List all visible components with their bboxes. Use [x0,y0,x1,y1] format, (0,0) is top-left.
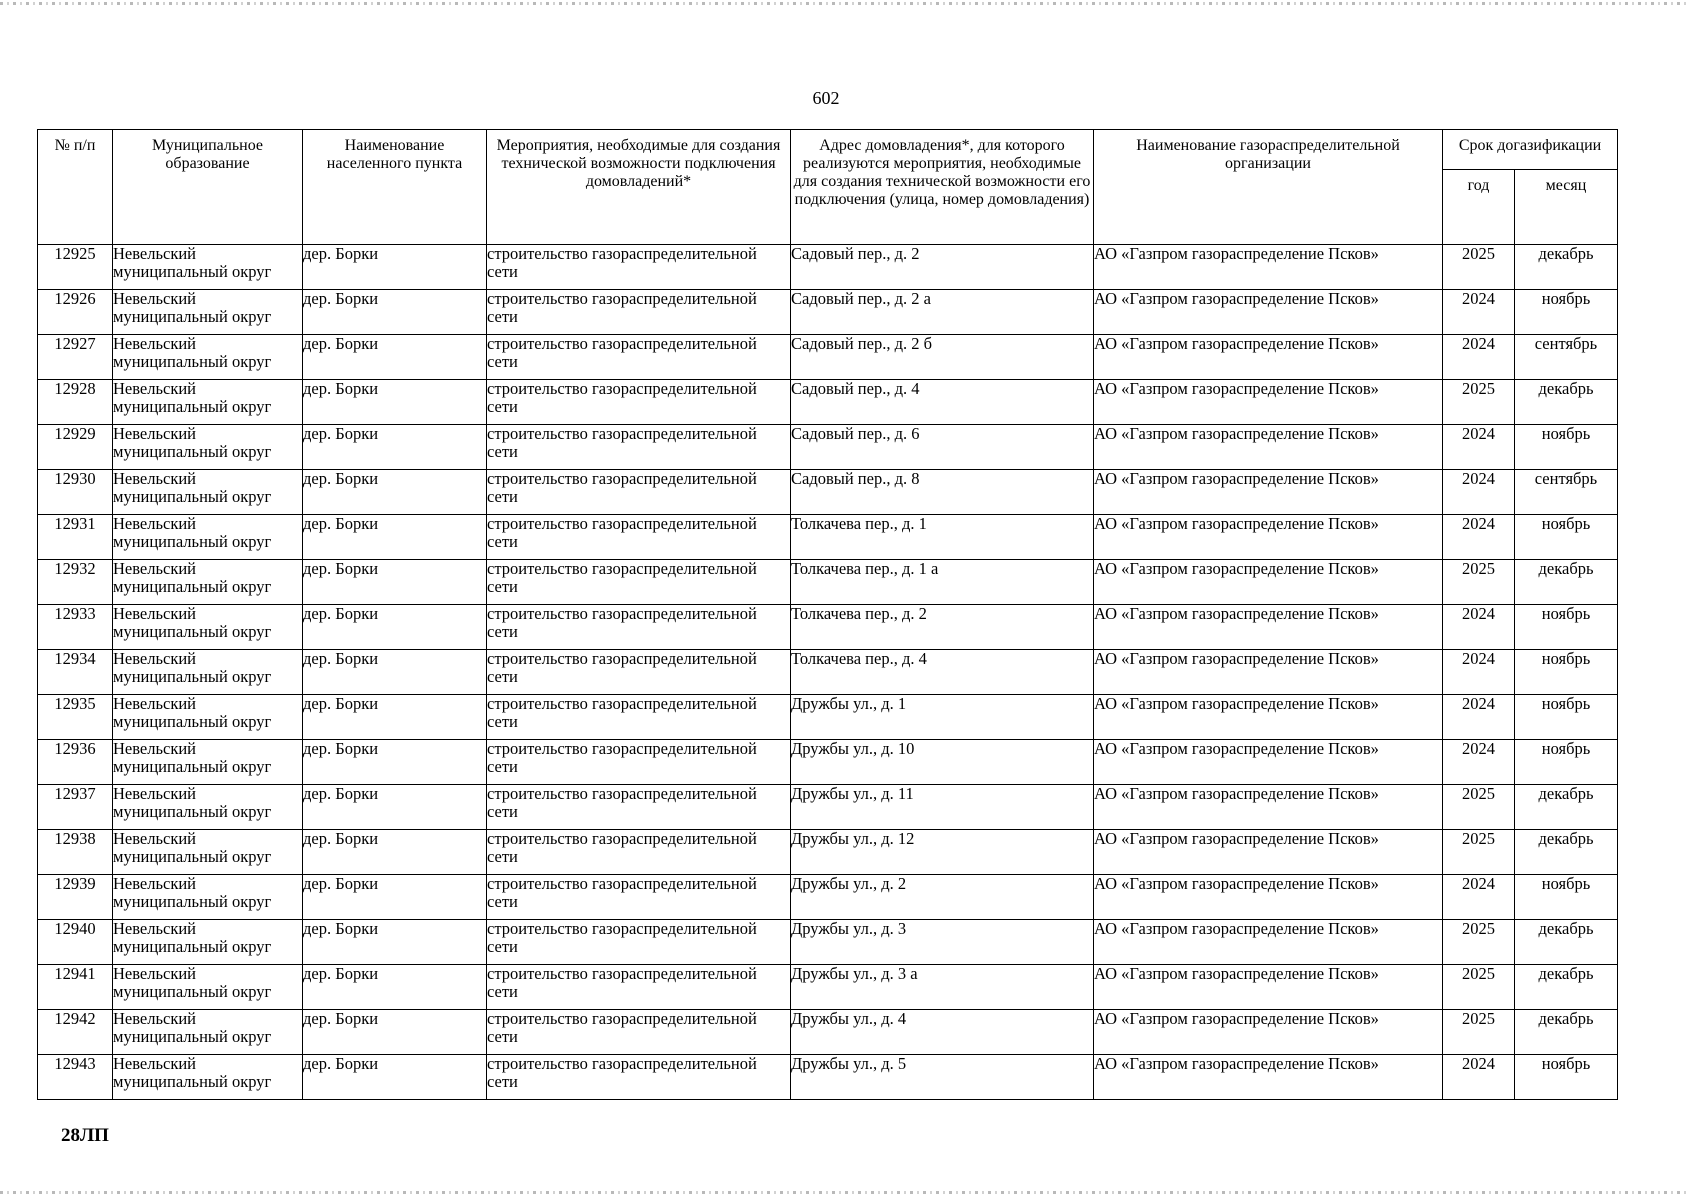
cell-year: 2025 [1443,245,1515,290]
cell-measures: строительство газораспределительной сети [487,965,791,1010]
table-row [38,875,1618,920]
cell-measures: строительство газораспределительной сети [487,920,791,965]
cell-measures: строительство газораспределительной сети [487,740,791,785]
cell-measures: строительство газораспределительной сети [487,1010,791,1055]
cell-year: 2024 [1443,695,1515,740]
cell-municipality: Невельский муниципальный округ [113,875,303,920]
cell-organization: АО «Газпром газораспределение Псков» [1094,470,1443,515]
cell-organization: АО «Газпром газораспределение Псков» [1094,650,1443,695]
cell-organization: АО «Газпром газораспределение Псков» [1094,1010,1443,1055]
table-row [38,785,1618,830]
cell-organization: АО «Газпром газораспределение Псков» [1094,425,1443,470]
cell-no: 12936 [38,740,113,785]
cell-measures: строительство газораспределительной сети [487,515,791,560]
cell-municipality: Невельский муниципальный округ [113,965,303,1010]
cell-address: Дружбы ул., д. 2 [791,875,1094,920]
cell-municipality: Невельский муниципальный округ [113,695,303,740]
cell-locality: дер. Борки [303,380,487,425]
header-address: Адрес домовладения*, для которого реализуются мероприятия, необходимые для создания технической возможности его подключения (улица, номер домовладения) [791,130,1094,245]
cell-municipality: Невельский муниципальный округ [113,290,303,335]
cell-locality: дер. Борки [303,1010,487,1055]
table-row [38,470,1618,515]
table-row [38,425,1618,470]
cell-year: 2024 [1443,740,1515,785]
cell-address: Садовый пер., д. 6 [791,425,1094,470]
cell-measures: строительство газораспределительной сети [487,335,791,380]
cell-month: сентябрь [1515,335,1618,380]
cell-address: Дружбы ул., д. 3 а [791,965,1094,1010]
cell-month: декабрь [1515,560,1618,605]
cell-year: 2025 [1443,920,1515,965]
page-number: 602 [812,88,840,108]
header-month: месяц [1515,170,1618,245]
table-row [38,560,1618,605]
cell-organization: АО «Газпром газораспределение Псков» [1094,785,1443,830]
table-row [38,920,1618,965]
cell-no: 12931 [38,515,113,560]
cell-locality: дер. Борки [303,740,487,785]
header-year: год [1443,170,1515,245]
cell-address: Садовый пер., д. 8 [791,470,1094,515]
cell-no: 12939 [38,875,113,920]
cell-month: ноябрь [1515,605,1618,650]
cell-municipality: Невельский муниципальный округ [113,785,303,830]
cell-no: 12934 [38,650,113,695]
table-row [38,290,1618,335]
table-row [38,380,1618,425]
cell-locality: дер. Борки [303,1055,487,1100]
cell-month: декабрь [1515,920,1618,965]
cell-locality: дер. Борки [303,695,487,740]
cell-no: 12928 [38,380,113,425]
cell-locality: дер. Борки [303,875,487,920]
cell-month: ноябрь [1515,1055,1618,1100]
table-row [38,740,1618,785]
cell-locality: дер. Борки [303,965,487,1010]
cell-organization: АО «Газпром газораспределение Псков» [1094,290,1443,335]
cell-measures: строительство газораспределительной сети [487,290,791,335]
cell-address: Садовый пер., д. 2 [791,245,1094,290]
cell-measures: строительство газораспределительной сети [487,245,791,290]
cell-municipality: Невельский муниципальный округ [113,740,303,785]
cell-month: декабрь [1515,245,1618,290]
cell-organization: АО «Газпром газораспределение Псков» [1094,740,1443,785]
cell-year: 2024 [1443,515,1515,560]
cell-locality: дер. Борки [303,830,487,875]
cell-address: Садовый пер., д. 2 б [791,335,1094,380]
cell-organization: АО «Газпром газораспределение Псков» [1094,695,1443,740]
cell-no: 12942 [38,1010,113,1055]
table-row [38,335,1618,380]
cell-year: 2025 [1443,785,1515,830]
cell-address: Дружбы ул., д. 4 [791,1010,1094,1055]
cell-municipality: Невельский муниципальный округ [113,920,303,965]
cell-municipality: Невельский муниципальный округ [113,470,303,515]
cell-measures: строительство газораспределительной сети [487,650,791,695]
cell-municipality: Невельский муниципальный округ [113,335,303,380]
cell-year: 2024 [1443,470,1515,515]
cell-locality: дер. Борки [303,245,487,290]
cell-address: Толкачева пер., д. 2 [791,605,1094,650]
cell-locality: дер. Борки [303,335,487,380]
cell-organization: АО «Газпром газораспределение Псков» [1094,515,1443,560]
cell-year: 2024 [1443,650,1515,695]
cell-address: Дружбы ул., д. 10 [791,740,1094,785]
cell-no: 12925 [38,245,113,290]
header-municipality: Муниципальное образование [113,130,303,245]
cell-municipality: Невельский муниципальный округ [113,605,303,650]
scan-edge-bottom [0,1191,1686,1194]
cell-measures: строительство газораспределительной сети [487,605,791,650]
cell-organization: АО «Газпром газораспределение Псков» [1094,965,1443,1010]
header-term: Срок догазификации [1443,130,1618,170]
table-row [38,1010,1618,1055]
cell-organization: АО «Газпром газораспределение Псков» [1094,875,1443,920]
cell-locality: дер. Борки [303,515,487,560]
cell-municipality: Невельский муниципальный округ [113,515,303,560]
cell-month: ноябрь [1515,290,1618,335]
scan-edge-top [0,2,1686,5]
cell-municipality: Невельский муниципальный округ [113,830,303,875]
table-row [38,650,1618,695]
cell-locality: дер. Борки [303,560,487,605]
table-row [38,1055,1618,1100]
cell-year: 2025 [1443,560,1515,605]
cell-organization: АО «Газпром газораспределение Псков» [1094,830,1443,875]
cell-locality: дер. Борки [303,470,487,515]
cell-month: сентябрь [1515,470,1618,515]
gasification-table [37,129,1618,1100]
cell-address: Дружбы ул., д. 1 [791,695,1094,740]
cell-locality: дер. Борки [303,605,487,650]
cell-organization: АО «Газпром газораспределение Псков» [1094,605,1443,650]
cell-no: 12935 [38,695,113,740]
cell-locality: дер. Борки [303,290,487,335]
cell-no: 12932 [38,560,113,605]
cell-locality: дер. Борки [303,920,487,965]
cell-municipality: Невельский муниципальный округ [113,560,303,605]
cell-year: 2025 [1443,965,1515,1010]
table-row [38,605,1618,650]
header-no: № п/п [38,130,113,245]
cell-month: декабрь [1515,965,1618,1010]
cell-month: декабрь [1515,785,1618,830]
cell-measures: строительство газораспределительной сети [487,425,791,470]
cell-municipality: Невельский муниципальный округ [113,425,303,470]
cell-address: Дружбы ул., д. 12 [791,830,1094,875]
header-measures: Мероприятия, необходимые для создания технической возможности подключения домовладений* [487,130,791,245]
cell-municipality: Невельский муниципальный округ [113,1055,303,1100]
cell-year: 2024 [1443,605,1515,650]
cell-no: 12926 [38,290,113,335]
cell-month: ноябрь [1515,425,1618,470]
cell-municipality: Невельский муниципальный округ [113,245,303,290]
cell-no: 12938 [38,830,113,875]
cell-year: 2025 [1443,380,1515,425]
cell-address: Дружбы ул., д. 3 [791,920,1094,965]
table-row [38,245,1618,290]
cell-organization: АО «Газпром газораспределение Псков» [1094,920,1443,965]
cell-organization: АО «Газпром газораспределение Псков» [1094,380,1443,425]
cell-measures: строительство газораспределительной сети [487,695,791,740]
cell-address: Толкачева пер., д. 1 [791,515,1094,560]
cell-address: Дружбы ул., д. 11 [791,785,1094,830]
cell-locality: дер. Борки [303,650,487,695]
cell-address: Толкачева пер., д. 1 а [791,560,1094,605]
cell-organization: АО «Газпром газораспределение Псков» [1094,1055,1443,1100]
cell-no: 12927 [38,335,113,380]
cell-measures: строительство газораспределительной сети [487,785,791,830]
cell-month: ноябрь [1515,875,1618,920]
cell-month: декабрь [1515,1010,1618,1055]
cell-measures: строительство газораспределительной сети [487,830,791,875]
table-body [38,245,1618,1100]
cell-measures: строительство газораспределительной сети [487,380,791,425]
cell-month: ноябрь [1515,650,1618,695]
header-locality: Наименование населенного пункта [303,130,487,245]
cell-no: 12929 [38,425,113,470]
cell-month: ноябрь [1515,740,1618,785]
cell-measures: строительство газораспределительной сети [487,560,791,605]
cell-month: декабрь [1515,830,1618,875]
cell-measures: строительство газораспределительной сети [487,470,791,515]
cell-month: ноябрь [1515,695,1618,740]
cell-locality: дер. Борки [303,785,487,830]
table-row [38,515,1618,560]
cell-no: 12941 [38,965,113,1010]
table-row [38,965,1618,1010]
cell-no: 12930 [38,470,113,515]
cell-address: Садовый пер., д. 4 [791,380,1094,425]
cell-month: ноябрь [1515,515,1618,560]
cell-no: 12943 [38,1055,113,1100]
cell-measures: строительство газораспределительной сети [487,875,791,920]
footer-code: 28ЛП [61,1125,109,1146]
cell-municipality: Невельский муниципальный округ [113,650,303,695]
cell-year: 2025 [1443,1010,1515,1055]
cell-year: 2025 [1443,830,1515,875]
cell-no: 12937 [38,785,113,830]
cell-year: 2024 [1443,425,1515,470]
cell-municipality: Невельский муниципальный округ [113,1010,303,1055]
cell-municipality: Невельский муниципальный округ [113,380,303,425]
table-row [38,830,1618,875]
table-header [38,130,1618,245]
cell-organization: АО «Газпром газораспределение Псков» [1094,560,1443,605]
cell-no: 12940 [38,920,113,965]
cell-measures: строительство газораспределительной сети [487,1055,791,1100]
table-row [38,695,1618,740]
cell-organization: АО «Газпром газораспределение Псков» [1094,335,1443,380]
cell-year: 2024 [1443,335,1515,380]
cell-address: Дружбы ул., д. 5 [791,1055,1094,1100]
cell-year: 2024 [1443,1055,1515,1100]
cell-year: 2024 [1443,290,1515,335]
header-organization: Наименование газораспределительной организации [1094,130,1443,245]
cell-year: 2024 [1443,875,1515,920]
cell-no: 12933 [38,605,113,650]
cell-address: Садовый пер., д. 2 а [791,290,1094,335]
cell-address: Толкачева пер., д. 4 [791,650,1094,695]
cell-locality: дер. Борки [303,425,487,470]
cell-month: декабрь [1515,380,1618,425]
cell-organization: АО «Газпром газораспределение Псков» [1094,245,1443,290]
